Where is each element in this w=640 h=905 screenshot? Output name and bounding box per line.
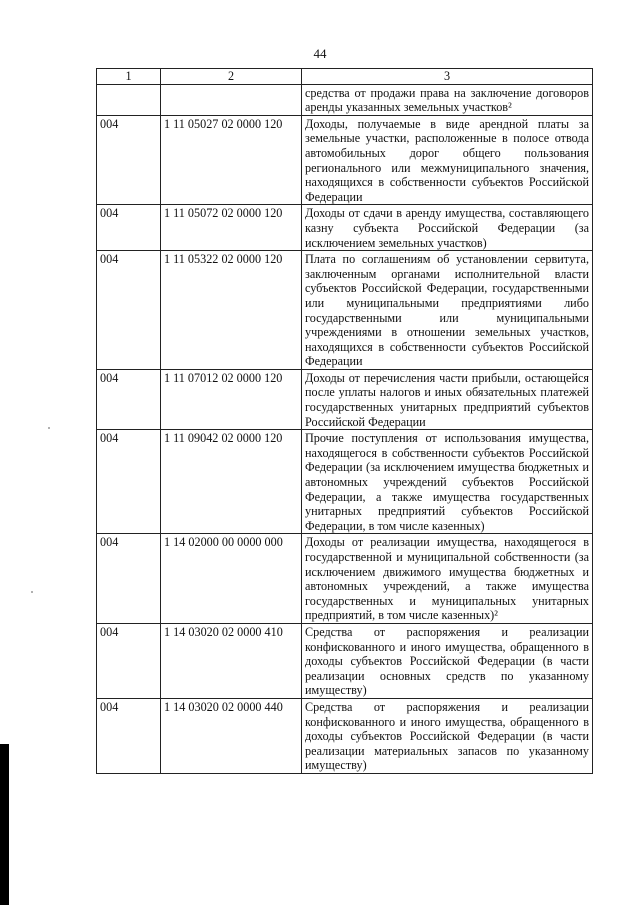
revenue-name-cell: Средства от распоряжения и реализации конфискованного и иного имущества, обращенного в доходы субъектов Российской Федерации (в части реализации основных средств по указанному имуществу) <box>302 623 593 698</box>
column-header-1: 1 <box>97 69 161 85</box>
scan-speck <box>48 427 50 429</box>
revenue-code-cell: 1 11 05027 02 0000 120 <box>161 115 302 205</box>
scan-edge-bar <box>0 744 9 905</box>
table-row <box>97 698 593 773</box>
table-row <box>97 84 593 115</box>
revenue-code-cell: 1 14 02000 00 0000 000 <box>161 534 302 624</box>
admin-code-cell: 004 <box>97 430 161 534</box>
revenue-code-cell: 1 14 03020 02 0000 440 <box>161 698 302 773</box>
revenue-code-cell: 1 14 03020 02 0000 410 <box>161 623 302 698</box>
column-header-3: 3 <box>302 69 593 85</box>
table-row <box>97 369 593 429</box>
table-row <box>97 251 593 370</box>
table-header-row <box>97 69 593 85</box>
admin-code-cell: 004 <box>97 251 161 370</box>
revenue-code-cell: 1 11 07012 02 0000 120 <box>161 369 302 429</box>
revenue-name-cell: Доходы от сдачи в аренду имущества, составляющего казну субъекта Российской Федерации (за исключением земельных участков) <box>302 205 593 251</box>
revenue-name-cell: Доходы от перечисления части прибыли, остающейся после уплаты налогов и иных обязательных платежей государственных унитарных предприятий субъектов Российской Федерации <box>302 369 593 429</box>
revenue-name-cell: Плата по соглашениям об установлении сервитута, заключенным органами исполнительной власти субъектов Российской Федерации, государственными или муниципальными предприятиями либо государственными или муниципальными учреждениями в отношении земельных участков, находящихся в собственности субъектов Российской Федерации <box>302 251 593 370</box>
admin-code-cell: 004 <box>97 369 161 429</box>
revenue-name-cell: Доходы, получаемые в виде арендной платы за земельные участки, расположенные в полосе отвода автомобильных дорог общего пользования регионального или межмуниципального значения, находящихся в собственности субъектов Российской Федерации <box>302 115 593 205</box>
admin-code-cell: 004 <box>97 205 161 251</box>
revenue-code-cell: 1 11 09042 02 0000 120 <box>161 430 302 534</box>
table-row <box>97 205 593 251</box>
admin-code-cell: 004 <box>97 534 161 624</box>
table-row <box>97 623 593 698</box>
revenue-name-cell: Средства от распоряжения и реализации конфискованного и иного имущества, обращенного в доходы субъектов Российской Федерации (в части реализации материальных запасов по указанному имуществу) <box>302 698 593 773</box>
admin-code-cell: 004 <box>97 115 161 205</box>
page-number: 44 <box>313 46 327 61</box>
admin-code-cell: 004 <box>97 698 161 773</box>
column-header-2: 2 <box>161 69 302 85</box>
revenue-name-cell: средства от продажи права на заключение договоров аренды указанных земельных участков² <box>302 84 593 115</box>
scan-speck <box>31 591 33 593</box>
revenue-code-cell: 1 11 05322 02 0000 120 <box>161 251 302 370</box>
table-row <box>97 430 593 534</box>
revenue-code-cell <box>161 84 302 115</box>
table-row <box>97 534 593 624</box>
revenue-name-cell: Доходы от реализации имущества, находящегося в государственной и муниципальной собственности (за исключением движимого имущества бюджетных и автономных учреждений, а также имущества государственных и муниципальных унитарных предприятий, в том числе казенных)² <box>302 534 593 624</box>
admin-code-cell: 004 <box>97 623 161 698</box>
table-row <box>97 115 593 205</box>
admin-code-cell <box>97 84 161 115</box>
revenue-code-cell: 1 11 05072 02 0000 120 <box>161 205 302 251</box>
revenue-codes-table <box>96 68 593 774</box>
revenue-name-cell: Прочие поступления от использования имущества, находящегося в собственности субъектов Российской Федерации (за исключением имущества бюджетных и автономных учреждений субъектов Российской Федерации, а также имущества государственных унитарных предприятий субъектов Российской Федерации, в том числе казенных) <box>302 430 593 534</box>
